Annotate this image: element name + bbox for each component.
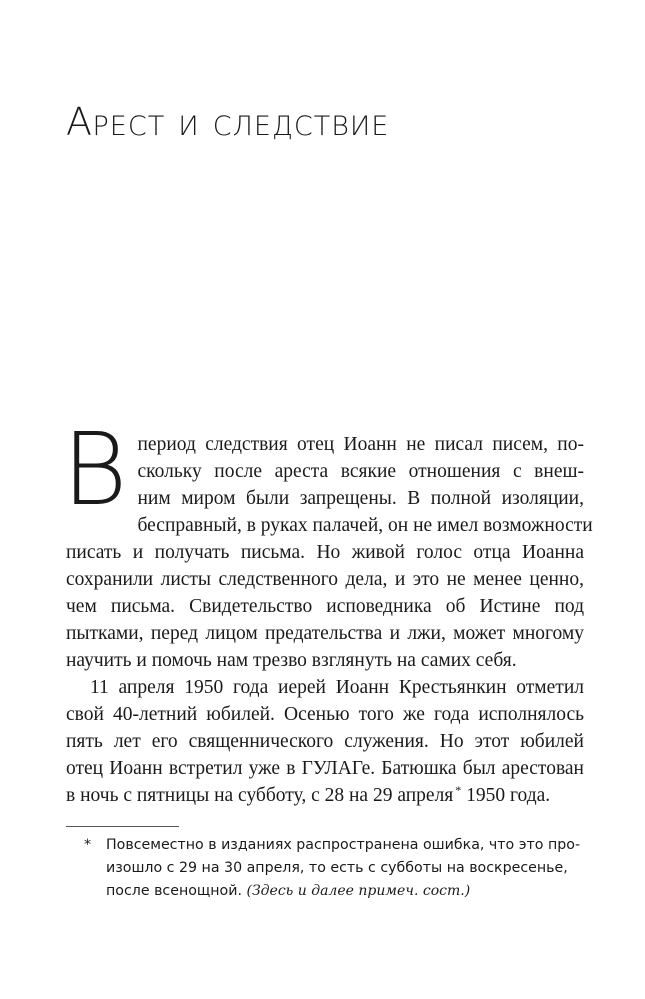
paragraph-2-line-text: в ночь с пятницы на субботу, с 28 на 29 апреля	[66, 785, 454, 806]
footnote-divider	[66, 826, 179, 827]
paragraph-1-line: сохранили листы следственного дела, и это не менее ценно,	[66, 569, 584, 590]
paragraph-1-line: бесправный, в руках палачей, он не имел возможности	[137, 515, 593, 536]
body-text	[62, 411, 593, 809]
footnote-line-text: после всенощной.	[106, 883, 242, 899]
paragraph-1-line: писать и получать письма. Но живой голос отца Иоанна	[66, 542, 584, 563]
footnote-editor-note: (Здесь и далее примеч. сост.)	[246, 883, 471, 899]
paragraph-1-line: научить и помочь нам трезво взглянуть на самих себя.	[66, 650, 517, 671]
paragraph-2-line: отец Иоанн встретил уже в ГУЛАГе. Батюшка был арестован	[66, 758, 584, 779]
footnote	[66, 834, 594, 903]
drop-cap: В	[62, 411, 128, 528]
paragraph-2	[66, 674, 584, 809]
footnote-line-text: Повсеместно в изданиях распространена ошибка, что это про-	[106, 837, 581, 853]
paragraph-1-line: чем письма. Свидетельство исповедника об Истине под	[66, 596, 584, 617]
paragraph-1-line: ним миром были запрещены. В полной изоляции,	[137, 488, 584, 509]
paragraph-2-line: пять лет его священнического служения. Но этот юбилей	[66, 731, 584, 752]
paragraph-1-line: период следствия отец Иоанн не писал писем, по-	[137, 434, 584, 455]
footnote-reference[interactable]: *	[455, 782, 462, 797]
paragraph-2-line: 11 апреля 1950 года иерей Иоанн Крестьянкин отметил	[90, 677, 584, 698]
chapter-title-rest: рест и следствие	[92, 100, 390, 144]
footnote-marker: *	[84, 837, 92, 853]
chapter-title	[66, 100, 389, 144]
paragraph-1-line: скольку после ареста всякие отношения с внеш-	[137, 461, 584, 482]
paragraph-1-line: пытками, перед лицом предательства и лжи, может многому	[66, 623, 584, 644]
footnote-line: изошло с 29 на 30 апреля, то есть с субботы на воскресенье,	[106, 860, 568, 876]
paragraph-2-last-line	[66, 782, 584, 809]
footnote-line	[66, 880, 594, 903]
paragraph-2-line: свой 40-летний юбилей. Осенью того же года исполнялось	[66, 704, 584, 725]
paragraph-1	[62, 411, 593, 674]
paragraph-2-line-tail: 1950 года.	[466, 785, 551, 806]
footnote-line	[66, 834, 594, 857]
chapter-title-lead: А	[66, 100, 93, 144]
